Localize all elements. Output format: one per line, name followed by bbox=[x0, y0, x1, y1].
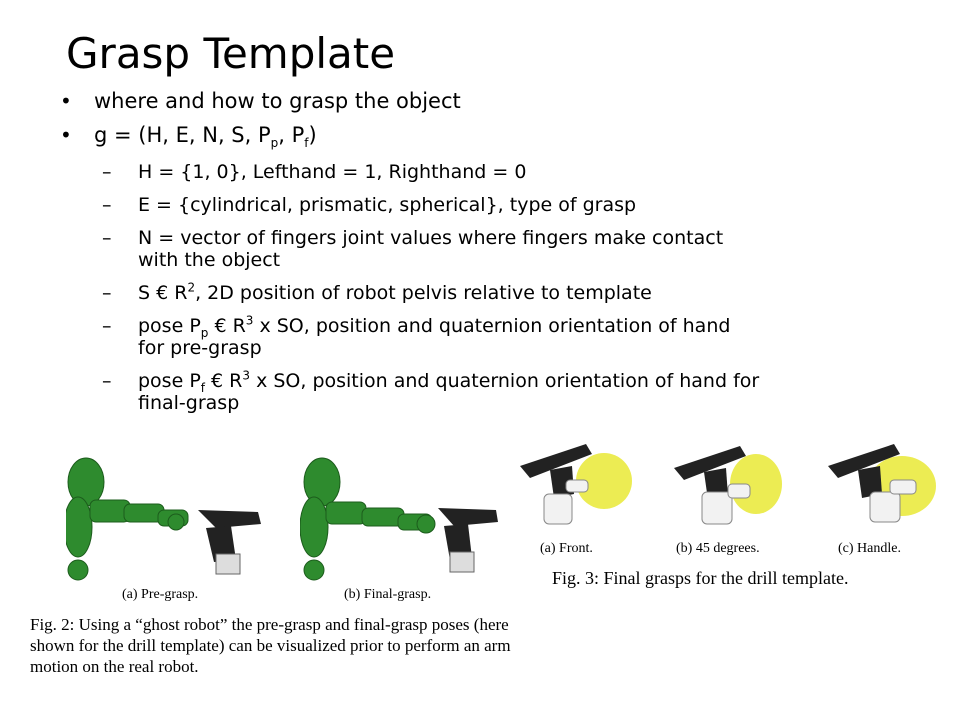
grasp-tuple-text: g = (H, E, N, S, $P_p$, $P_f$) bbox=[94, 123, 317, 151]
handle-grasp-image bbox=[822, 436, 942, 536]
bullet-item bbox=[60, 120, 760, 150]
sub-item-h: – H = {1, 0}, Lefthand = 1, Righthand = 0 bbox=[102, 161, 527, 183]
bullet-marker: • bbox=[60, 123, 72, 147]
fig3-label-a: (a) Front. bbox=[540, 541, 593, 556]
sub-item-e: – E = {cylindrical, prismatic, spherical}, type of grasp bbox=[102, 194, 637, 216]
bullet-item bbox=[60, 86, 760, 116]
sub-item-pose-finalgrasp: – pose $P_f$ € $R^3$ x SO, position and quaternion orientation of hand for final-grasp bbox=[102, 368, 760, 414]
pregrasp-image bbox=[66, 452, 266, 582]
fig2-label-a: (a) Pre-grasp. bbox=[122, 587, 199, 602]
slide-title: Grasp Template bbox=[66, 29, 396, 78]
sub-item-pose-pregrasp: – pose $P_p$ € $R^3$ x SO, position and quaternion orientation of hand for pre-grasp bbox=[102, 313, 731, 359]
dash-marker: – bbox=[102, 282, 112, 304]
dash-marker: – bbox=[102, 370, 112, 392]
finalgrasp-image bbox=[300, 452, 500, 582]
45-degrees-grasp-image bbox=[668, 436, 788, 536]
dash-marker: – bbox=[102, 227, 112, 249]
bullet-list bbox=[60, 86, 760, 414]
dash-marker: – bbox=[102, 161, 112, 183]
bullet-marker: • bbox=[60, 89, 72, 113]
fig3-label-c: (c) Handle. bbox=[838, 541, 901, 556]
fig3-caption: Fig. 3: Final grasps for the drill template. bbox=[552, 568, 849, 588]
fig2-caption: Fig. 2: Using a “ghost robot” the pre-grasp and final-grasp poses (here shown for the drill template) can be visualized prior to perform an arm motion on the real robot. bbox=[30, 615, 511, 676]
sub-item-n: – N = vector of fingers joint values where fingers make contact with the object bbox=[102, 227, 724, 271]
dash-marker: – bbox=[102, 315, 112, 337]
front-grasp-image bbox=[516, 436, 636, 536]
dash-marker: – bbox=[102, 194, 112, 216]
fig3-label-b: (b) 45 degrees. bbox=[676, 541, 760, 556]
sub-item-s: – S € $R^2$, 2D position of robot pelvis relative to template bbox=[102, 280, 652, 304]
fig2-label-b: (b) Final-grasp. bbox=[344, 587, 432, 602]
bullet-text: where and how to grasp the object bbox=[94, 89, 461, 113]
